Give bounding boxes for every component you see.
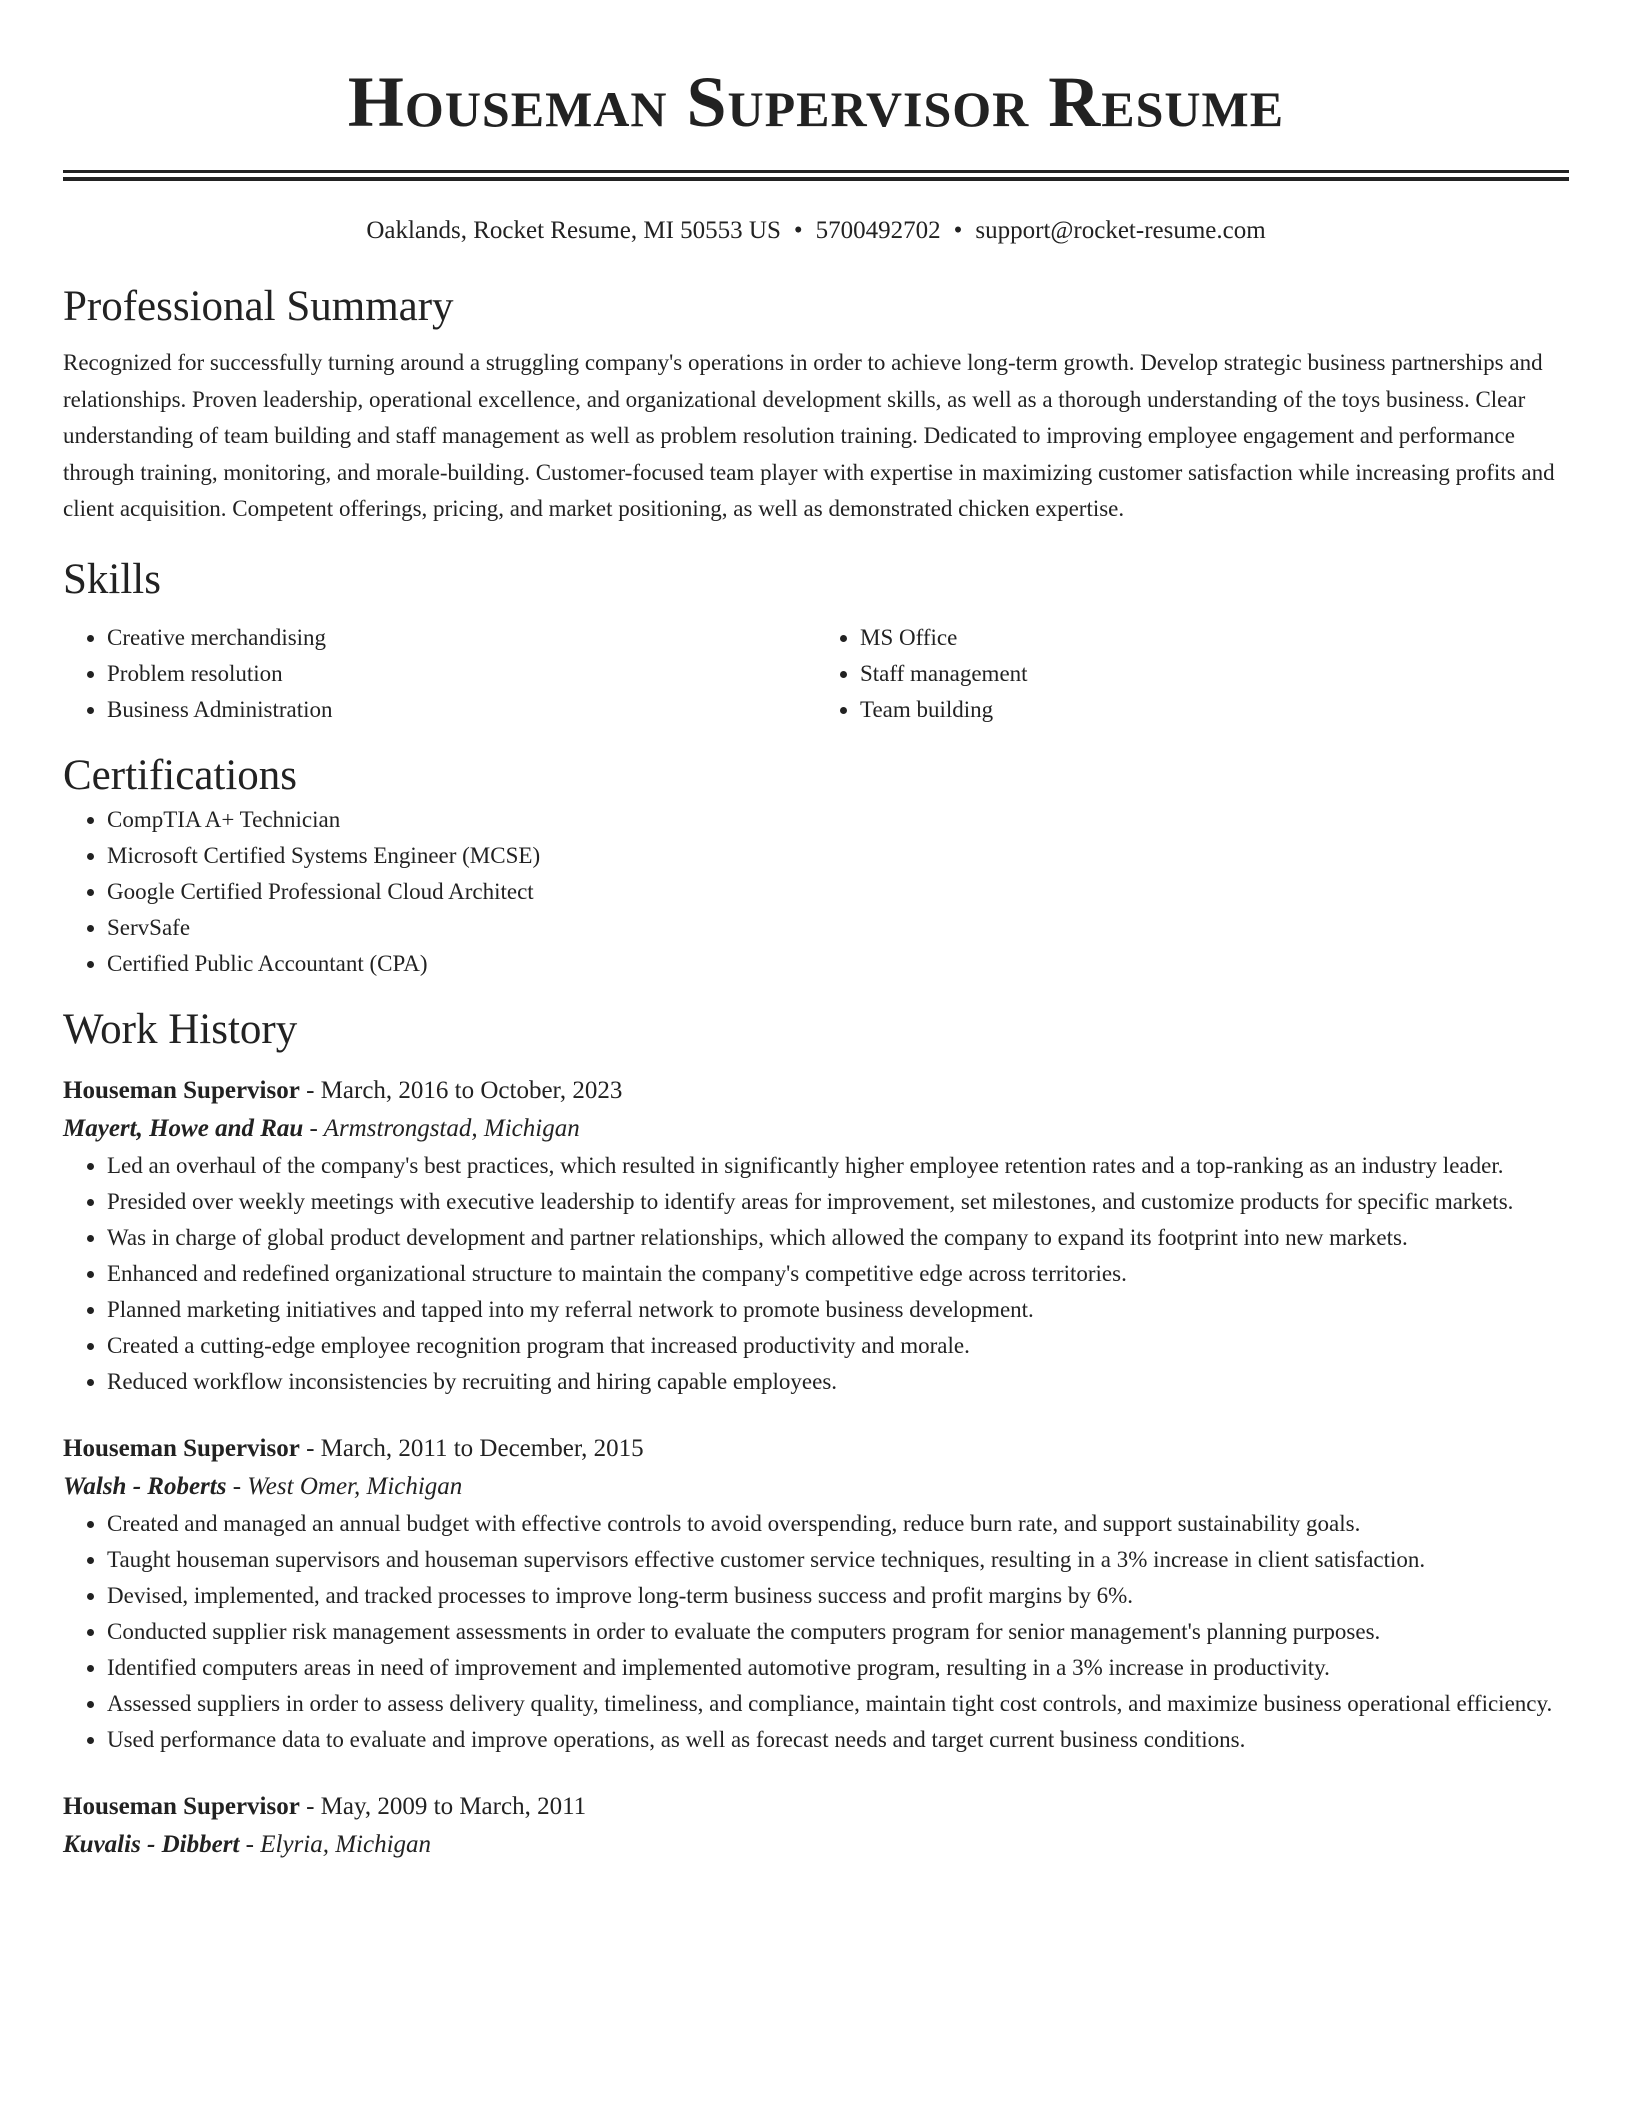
job-bullet: • Created a cutting-edge employee recognition program that increased productivity and morale.: [107, 1328, 1569, 1364]
certifications-section: [63, 750, 1569, 982]
skill-item: • Staff management: [860, 656, 1569, 692]
skills-column-left: [63, 620, 816, 728]
certification-item: • Certified Public Accountant (CPA): [107, 946, 1569, 982]
job-title-line: [63, 1430, 1569, 1468]
company-line: [63, 1826, 1569, 1864]
certifications-list: [63, 802, 1569, 982]
job-dates: March, 2016 to October, 2023: [320, 1076, 623, 1104]
dash-separator: -: [303, 1114, 324, 1142]
job-entry: [63, 1788, 1569, 1864]
job-bullet: • Enhanced and redefined organizational structure to maintain the company's competitive edge across territories.: [107, 1256, 1569, 1292]
job-bullet: • Devised, implemented, and tracked processes to improve long-term business success and profit margins by 6%.: [107, 1578, 1569, 1614]
job-bullet: • Reduced workflow inconsistencies by recruiting and hiring capable employees.: [107, 1364, 1569, 1400]
job-title: Houseman Supervisor: [63, 1792, 300, 1820]
job-bullet: • Led an overhaul of the company's best practices, which resulted in significantly higher employee retention rates and a top-ranking as an industry leader.: [107, 1148, 1569, 1184]
skill-item: • Problem resolution: [107, 656, 816, 692]
summary-heading: Professional Summary: [63, 283, 454, 330]
job-title: Houseman Supervisor: [63, 1076, 300, 1104]
job-title-line: [63, 1788, 1569, 1826]
skill-item: • Creative merchandising: [107, 620, 816, 656]
company-location: Elyria, Michigan: [260, 1830, 432, 1858]
dash-separator: -: [299, 1792, 321, 1820]
job-bullet: • Planned marketing initiatives and tapped into my referral network to promote business development.: [107, 1292, 1569, 1328]
job-bullet: • Identified computers areas in need of improvement and implemented automotive program, resulting in a 3% increase in productivity.: [107, 1650, 1569, 1686]
job-entry: [63, 1430, 1569, 1758]
company-location: West Omer, Michigan: [247, 1472, 463, 1500]
job-bullet: • Presided over weekly meetings with executive leadership to identify areas for improvement, set milestones, and customize products for specific markets.: [107, 1184, 1569, 1220]
job-bullet: • Was in charge of global product development and partner relationships, which allowed the company to expand its footprint into new markets.: [107, 1220, 1569, 1256]
certification-item: • CompTIA A+ Technician: [107, 802, 1569, 838]
job-dates: May, 2009 to March, 2011: [320, 1792, 587, 1820]
dash-separator: -: [299, 1434, 321, 1462]
job-title-line: [63, 1072, 1569, 1110]
company-location: Armstrongstad, Michigan: [323, 1114, 580, 1142]
job-title: Houseman Supervisor: [63, 1434, 300, 1462]
company-name: Mayert, Howe and Rau: [63, 1114, 304, 1142]
company-name: Walsh - Roberts: [63, 1472, 227, 1500]
contact-line: [63, 215, 1569, 247]
certification-item: • ServSafe: [107, 910, 1569, 946]
summary-text: Recognized for successfully turning around a struggling company's operations in order to achieve long-term growth. Develop strategic business partnerships and relationships. Proven leadership, operational excellence, and organizational development skills, as well as a thorough understanding of the toys business. Clear understanding of team building and staff management as well as problem resolution training. Dedicated to improving employee engagement and performance through training, monitoring, and morale-building. Customer-focused team player with expertise in maximizing customer satisfaction while increasing profits and client acquisition. Competent offerings, pricing, and market positioning, as well as demonstrated chicken expertise.: [63, 350, 1555, 521]
job-bullet: • Taught houseman supervisors and houseman supervisors effective customer service techniques, resulting in a 3% increase in client satisfaction.: [107, 1542, 1569, 1578]
skills-grid: [63, 620, 1569, 728]
contact-separator: •: [953, 217, 963, 244]
dash-separator: -: [239, 1830, 261, 1858]
company-line: [63, 1468, 1569, 1506]
job-bullet: • Assessed suppliers in order to assess delivery quality, timeliness, and compliance, maintain tight cost controls, and maximize business operational efficiency.: [107, 1686, 1569, 1722]
job-bullet: • Created and managed an annual budget with effective controls to avoid overspending, reduce burn rate, and support sustainability goals.: [107, 1506, 1569, 1542]
work-history-heading: Work History: [63, 1005, 298, 1053]
resume-title: Houseman Supervisor Resume: [347, 62, 1285, 142]
skills-list-right: [816, 620, 1569, 728]
skills-column-right: [816, 620, 1569, 728]
certification-item: • Google Certified Professional Cloud Architect: [107, 874, 1569, 910]
skills-heading: Skills: [63, 555, 161, 603]
contact-address: Oaklands, Rocket Resume, MI 50553 US: [366, 217, 781, 244]
skills-section: [63, 554, 1569, 728]
company-line: [63, 1110, 1569, 1148]
contact-email: support@rocket-resume.com: [975, 217, 1266, 244]
contact-separator: •: [793, 217, 803, 244]
dash-separator: -: [299, 1076, 321, 1104]
skill-item: • Business Administration: [107, 692, 816, 728]
title-divider: [63, 170, 1569, 181]
job-bullets: [63, 1506, 1569, 1758]
job-bullets: [63, 1148, 1569, 1400]
certifications-heading: Certifications: [63, 751, 298, 799]
summary-section: [63, 281, 1569, 528]
job-dates: March, 2011 to December, 2015: [320, 1434, 644, 1462]
dash-separator: -: [226, 1472, 248, 1500]
contact-phone: 5700492702: [815, 217, 941, 244]
company-name: Kuvalis - Dibbert: [63, 1830, 240, 1858]
skill-item: • MS Office: [860, 620, 1569, 656]
skills-list-left: [63, 620, 816, 728]
work-history-section: [63, 1004, 1569, 1864]
job-entry: [63, 1072, 1569, 1400]
skill-item: • Team building: [860, 692, 1569, 728]
job-bullet: • Conducted supplier risk management assessments in order to evaluate the computers program for senior management's planning purposes.: [107, 1614, 1569, 1650]
certification-item: • Microsoft Certified Systems Engineer (MCSE): [107, 838, 1569, 874]
job-bullet: • Used performance data to evaluate and improve operations, as well as forecast needs and target current business conditions.: [107, 1722, 1569, 1758]
